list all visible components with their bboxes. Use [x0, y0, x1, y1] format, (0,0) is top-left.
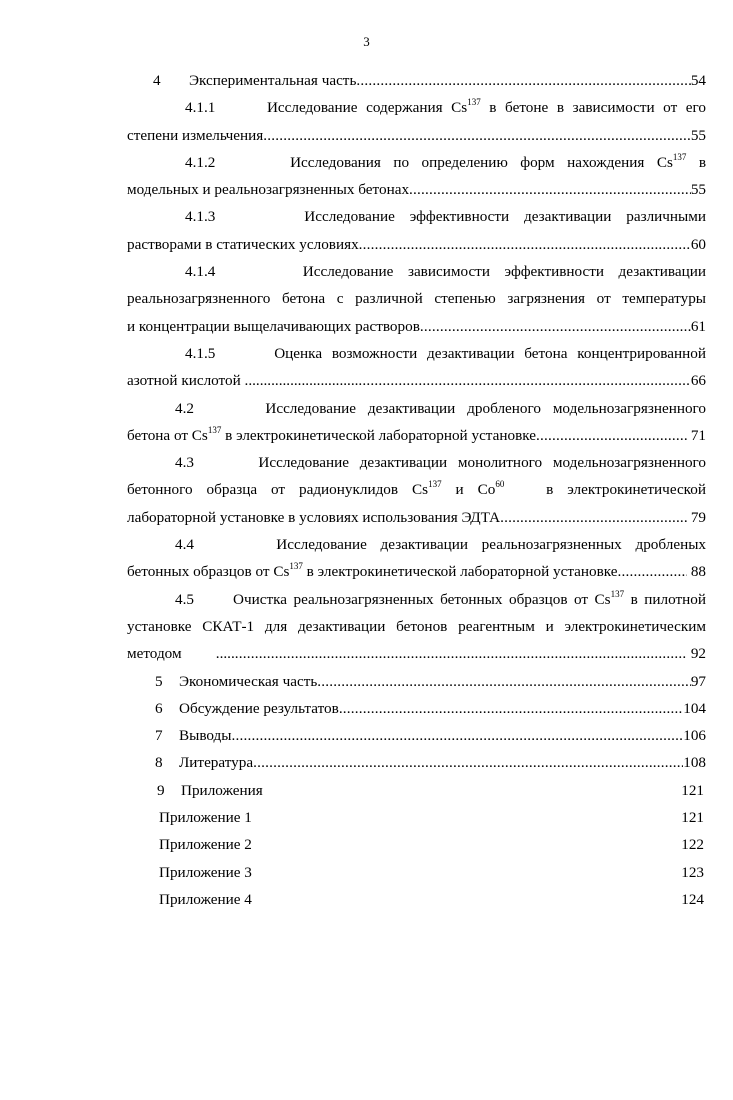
entry-page: 55: [690, 126, 706, 144]
toc-entry-4-1-4-line3[interactable]: [127, 313, 706, 340]
toc-appendix-2[interactable]: [127, 831, 706, 858]
toc-appendix-1[interactable]: [127, 804, 706, 831]
entry-title: Экономическая часть: [179, 672, 318, 690]
entry-number: 4.1.1: [185, 99, 216, 117]
entry-title: Выводы: [179, 727, 232, 745]
toc-entry-4-1-1-line2[interactable]: [127, 122, 706, 149]
entry-number: 6: [155, 699, 163, 717]
toc-appendix-4[interactable]: [127, 886, 706, 913]
entry-title: Приложение 2: [159, 836, 252, 854]
superscript: 137: [610, 588, 625, 599]
entry-number: 4.1.3: [185, 208, 216, 226]
entry-title-cont: установке СКАТ-1 для дезактивации бетонов реагентным и электрокинетическим: [127, 617, 706, 635]
dot-leader: ..............................: [244, 372, 359, 390]
entry-title: Литература: [179, 754, 254, 772]
entry-number: 8: [155, 754, 163, 772]
entry-title-cont: лабораторной установке в условиях использования ЭДТА: [127, 508, 501, 526]
superscript: 137: [467, 97, 481, 108]
entry-title-cont: в: [698, 153, 706, 171]
toc-appendix-3[interactable]: [127, 859, 706, 886]
toc-entry-4-2-line1[interactable]: [127, 395, 706, 422]
entry-page: 104: [683, 699, 706, 717]
entry-title: Исследование дезактивации дробленого модельнозагрязненного: [265, 399, 706, 417]
entry-page: 71: [690, 426, 706, 444]
toc-entry-4-4-line1[interactable]: [127, 531, 706, 558]
toc-entry-4-5-line3[interactable]: [127, 640, 706, 667]
entry-title-cont: бетонного образца от радионуклидов Cs: [127, 481, 429, 499]
toc-entry-9[interactable]: [127, 777, 706, 804]
toc-entry-4-1-2-line2[interactable]: [127, 176, 706, 203]
entry-page: 79: [690, 508, 706, 526]
toc-entry-4-3-line2[interactable]: [127, 476, 706, 503]
entry-number: 4.1.5: [185, 344, 216, 362]
entry-number: 5: [155, 672, 163, 690]
toc-entry-4-1-4-line1[interactable]: [127, 258, 706, 285]
superscript: 60: [495, 479, 505, 490]
toc-entry-5[interactable]: [127, 668, 706, 695]
entry-page: 121: [681, 809, 704, 827]
toc-entry-4-2-line2[interactable]: [127, 422, 706, 449]
entry-title-cont: и концентрации выщелачивающих растворов: [127, 317, 420, 335]
entry-title: Очистка реальнозагрязненных бетонных образцов от Cs: [233, 590, 611, 608]
superscript: 137: [207, 424, 222, 435]
entry-page: 124: [681, 890, 704, 908]
entry-number: 4.1.4: [185, 263, 216, 281]
entry-title-cont: азотной кислотой: [127, 372, 241, 390]
toc-entry-4-1-2-line1[interactable]: [127, 149, 706, 176]
entry-title-cont: методом: [127, 645, 182, 663]
entry-number: 4.2: [175, 399, 194, 417]
toc-entry-8[interactable]: [127, 749, 706, 776]
entry-page: 61: [690, 317, 706, 335]
toc-entry-4-3-line1[interactable]: [127, 449, 706, 476]
entry-page: 60: [690, 235, 706, 253]
superscript: 137: [289, 561, 303, 572]
dot-leader: .....: [215, 645, 235, 663]
entry-page: 54: [690, 72, 706, 89]
toc-entry-4-1-4-line2[interactable]: [127, 285, 706, 312]
entry-number: 4.1.2: [185, 153, 216, 171]
toc-entry-4-5-line2[interactable]: [127, 613, 706, 640]
entry-page: 123: [681, 863, 704, 881]
page-number: 3: [363, 34, 370, 49]
entry-title: Приложение 3: [159, 863, 252, 881]
table-of-contents: [127, 67, 706, 913]
entry-title-cont: и Co: [455, 481, 496, 499]
entry-title: Оценка возможности дезактивации бетона концентрированной: [274, 344, 706, 362]
toc-entry-4[interactable]: [127, 67, 706, 94]
entry-title-cont: в электрокинетической лабораторной установке: [306, 563, 618, 581]
superscript: 137: [428, 479, 442, 490]
entry-page: 55: [690, 181, 706, 199]
toc-entry-4-1-5-line1[interactable]: [127, 340, 706, 367]
toc-entry-4-4-line2[interactable]: [127, 558, 706, 585]
entry-title-cont: растворами в статических условиях: [127, 235, 359, 253]
entry-title: Приложение 4: [159, 890, 252, 908]
entry-title-cont: в пилотной: [630, 590, 706, 608]
entry-page: 97: [690, 672, 706, 690]
entry-title-cont: в бетоне в зависимости от его: [489, 99, 706, 117]
entry-page: 121: [681, 781, 704, 799]
toc-entry-4-5-line1[interactable]: [127, 586, 706, 613]
entry-page: 108: [683, 754, 706, 772]
entry-number: 4.3: [175, 454, 194, 472]
entry-page: 122: [681, 836, 704, 854]
entry-number: 4.5: [175, 590, 194, 608]
toc-entry-7[interactable]: [127, 722, 706, 749]
toc-entry-4-1-1-line1[interactable]: [127, 94, 706, 121]
entry-title-cont: степени измельчения: [127, 126, 264, 144]
entry-number: 4.4: [175, 536, 194, 554]
entry-title: Экспериментальная часть: [189, 72, 357, 89]
entry-title-cont: бетона от Cs: [127, 426, 208, 444]
entry-title: Исследование дезактивации реальнозагрязненных дробленых: [276, 536, 706, 554]
entry-title: Исследования по определению форм нахождения Cs: [290, 153, 673, 171]
toc-entry-4-1-3-line2[interactable]: [127, 231, 706, 258]
entry-title-cont: в электрокинетической лабораторной установке: [225, 426, 537, 444]
toc-entry-4-1-3-line1[interactable]: [127, 203, 706, 230]
entry-page: 66: [690, 372, 706, 390]
entry-title-cont: модельных и реальнозагрязненных бетонах: [127, 181, 410, 199]
toc-entry-4-3-line3[interactable]: [127, 504, 706, 531]
entry-title-cont: реальнозагрязненного бетона с различной степенью загрязнения от температуры: [127, 290, 706, 308]
toc-entry-4-1-5-line2[interactable]: [127, 367, 706, 394]
entry-page: 88: [690, 563, 706, 581]
entry-number: 4: [153, 72, 161, 89]
superscript: 137: [672, 151, 687, 162]
entry-title: Исследование зависимости эффективности дезактивации: [302, 263, 706, 281]
entry-title-cont: в электрокинетической: [546, 481, 706, 499]
toc-entry-6[interactable]: [127, 695, 706, 722]
entry-title-cont: бетонных образцов от Cs: [127, 563, 290, 581]
entry-title: Приложение 1: [159, 809, 252, 827]
entry-number: 7: [155, 727, 163, 745]
entry-title: Приложения: [181, 781, 263, 799]
entry-title: Обсуждение результатов: [179, 699, 339, 717]
entry-title: Исследование дезактивации монолитного модельнозагрязненного: [258, 454, 706, 472]
entry-number: 9: [157, 781, 165, 799]
entry-page: 92: [690, 645, 706, 663]
entry-title: Исследование эффективности дезактивации различными: [304, 208, 706, 226]
entry-title: Исследование содержания Cs: [266, 99, 468, 117]
entry-page: 106: [683, 727, 706, 745]
